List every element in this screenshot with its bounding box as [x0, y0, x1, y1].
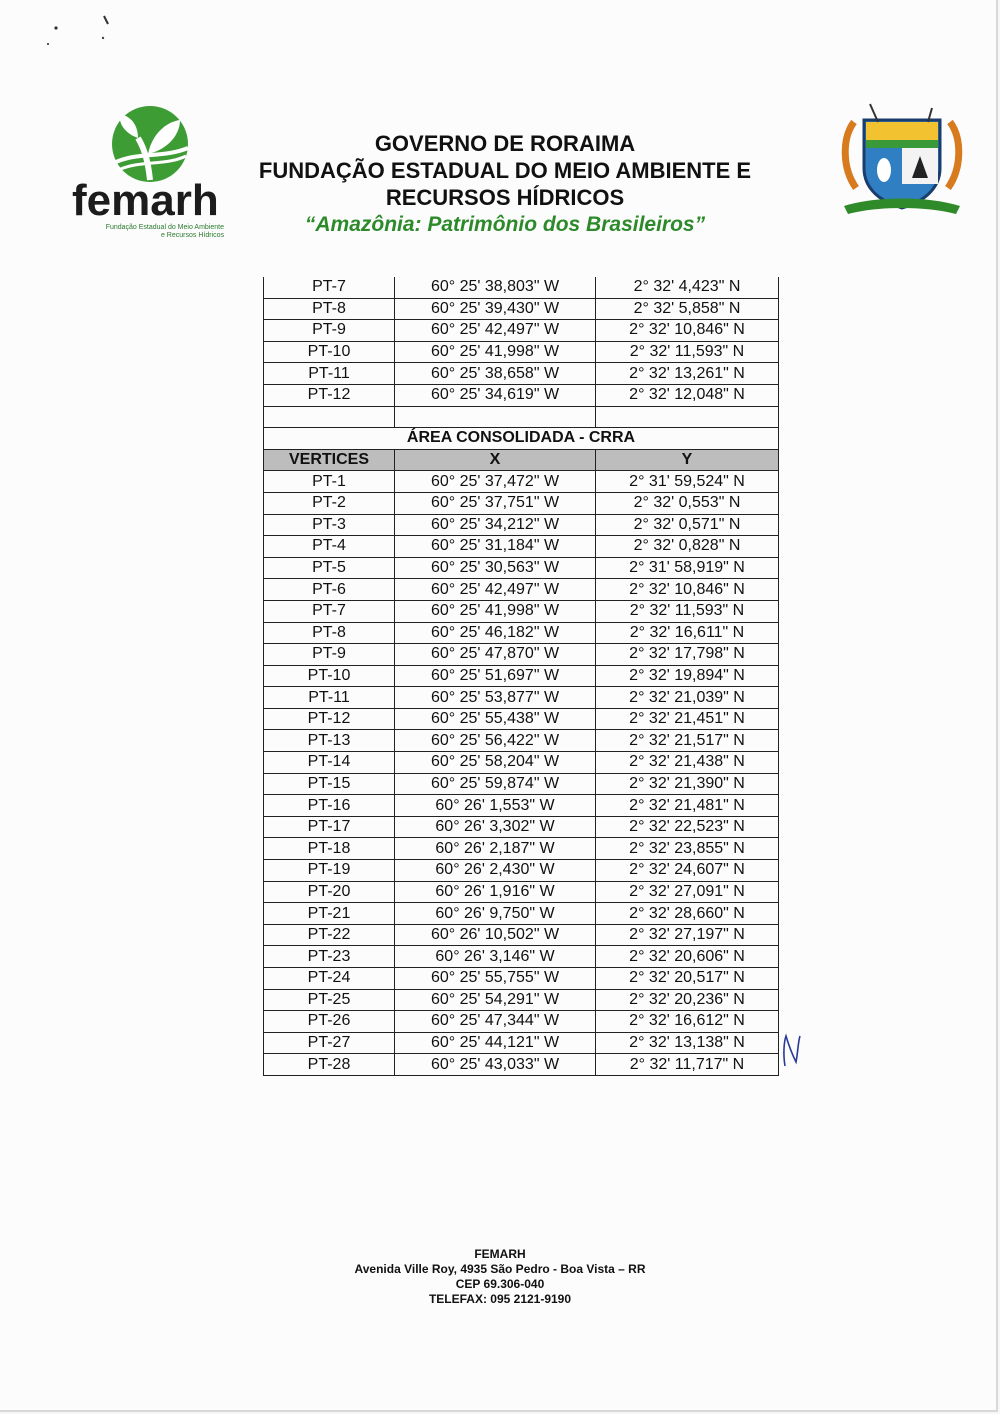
- vertex-cell: PT-3: [264, 514, 395, 536]
- vertex-cell: PT-21: [264, 903, 395, 925]
- table-header-row: [264, 449, 779, 471]
- section-title-row: [264, 428, 779, 450]
- table-row: [264, 1032, 779, 1054]
- vertex-cell: PT-24: [264, 968, 395, 990]
- x-coordinate-cell: 60° 25' 55,438" W: [395, 708, 596, 730]
- column-header-y: Y: [596, 449, 779, 471]
- x-coordinate-cell: 60° 26' 3,302" W: [395, 816, 596, 838]
- table-row: [264, 773, 779, 795]
- vertex-cell: PT-27: [264, 1032, 395, 1054]
- y-coordinate-cell: 2° 32' 21,039" N: [596, 687, 779, 709]
- vertex-cell: PT-7: [264, 600, 395, 622]
- table-row: [264, 363, 779, 385]
- table-row: [264, 816, 779, 838]
- y-coordinate-cell: 2° 32' 13,261" N: [596, 363, 779, 385]
- vertex-cell: PT-9: [264, 644, 395, 666]
- table-row: [264, 557, 779, 579]
- table-row: [264, 600, 779, 622]
- x-coordinate-cell: 60° 25' 34,619" W: [395, 384, 596, 406]
- logo-wordmark: femarh: [72, 176, 219, 225]
- vertex-cell: PT-12: [264, 384, 395, 406]
- y-coordinate-cell: 2° 32' 20,606" N: [596, 946, 779, 968]
- y-coordinate-cell: 2° 32' 21,517" N: [596, 730, 779, 752]
- x-coordinate-cell: 60° 26' 9,750" W: [395, 903, 596, 925]
- x-coordinate-cell: 60° 25' 55,755" W: [395, 968, 596, 990]
- table-row: [264, 298, 779, 320]
- vertex-cell: PT-7: [264, 277, 395, 298]
- vertex-cell: PT-22: [264, 924, 395, 946]
- x-coordinate-cell: 60° 25' 58,204" W: [395, 752, 596, 774]
- scan-specks: [40, 10, 120, 50]
- x-coordinate-cell: 60° 25' 54,291" W: [395, 989, 596, 1011]
- table-row: [264, 968, 779, 990]
- vertex-cell: PT-14: [264, 752, 395, 774]
- vertex-cell: PT-11: [264, 687, 395, 709]
- x-coordinate-cell: 60° 25' 43,033" W: [395, 1054, 596, 1076]
- footer-cep: CEP 69.306-040: [455, 1277, 545, 1291]
- x-coordinate-cell: 60° 25' 39,430" W: [395, 298, 596, 320]
- table-row: [264, 989, 779, 1011]
- coat-of-arms-icon: [836, 98, 968, 230]
- y-coordinate-cell: 2° 32' 27,197" N: [596, 924, 779, 946]
- y-coordinate-cell: 2° 32' 22,523" N: [596, 816, 779, 838]
- y-coordinate-cell: 2° 32' 24,607" N: [596, 860, 779, 882]
- table-row: [264, 730, 779, 752]
- table-row: [264, 687, 779, 709]
- y-coordinate-cell: 2° 32' 5,858" N: [596, 298, 779, 320]
- y-coordinate-cell: 2° 32' 0,828" N: [596, 536, 779, 558]
- vertex-cell: PT-16: [264, 795, 395, 817]
- x-coordinate-cell: 60° 26' 10,502" W: [395, 924, 596, 946]
- vertex-cell: PT-5: [264, 557, 395, 579]
- x-coordinate-cell: 60° 25' 51,697" W: [395, 665, 596, 687]
- table-row: [264, 752, 779, 774]
- vertex-cell: PT-28: [264, 1054, 395, 1076]
- table-row: [264, 860, 779, 882]
- vertex-cell: PT-4: [264, 536, 395, 558]
- table-row: [264, 341, 779, 363]
- y-coordinate-cell: 2° 32' 10,846" N: [596, 320, 779, 342]
- x-coordinate-cell: 60° 26' 1,553" W: [395, 795, 596, 817]
- vertex-cell: PT-10: [264, 341, 395, 363]
- x-coordinate-cell: 60° 25' 34,212" W: [395, 514, 596, 536]
- vertex-cell: PT-26: [264, 1011, 395, 1033]
- y-coordinate-cell: 2° 32' 11,717" N: [596, 1054, 779, 1076]
- vertex-cell: PT-2: [264, 492, 395, 514]
- y-coordinate-cell: 2° 31' 59,524" N: [596, 471, 779, 493]
- y-coordinate-cell: 2° 31' 58,919" N: [596, 557, 779, 579]
- footer-address: Avenida Ville Roy, 4935 São Pedro - Boa Vista – RR: [354, 1262, 646, 1276]
- vertex-cell: PT-9: [264, 320, 395, 342]
- section-title: ÁREA CONSOLIDADA - CRRA: [264, 428, 779, 450]
- table-row: [264, 1011, 779, 1033]
- vertex-cell: PT-23: [264, 946, 395, 968]
- y-coordinate-cell: 2° 32' 21,390" N: [596, 773, 779, 795]
- handwritten-initials-icon: [780, 1032, 804, 1070]
- logo-subtitle: Fundação Estadual do Meio Ambiente e Recursos Hídricos: [105, 224, 224, 239]
- y-coordinate-cell: 2° 32' 13,138" N: [596, 1032, 779, 1054]
- letterhead-title: [240, 130, 770, 238]
- x-coordinate-cell: 60° 25' 46,182" W: [395, 622, 596, 644]
- x-coordinate-cell: 60° 25' 38,803" W: [395, 277, 596, 298]
- x-coordinate-cell: 60° 25' 56,422" W: [395, 730, 596, 752]
- y-coordinate-cell: 2° 32' 11,593" N: [596, 600, 779, 622]
- y-coordinate-cell: 2° 32' 12,048" N: [596, 384, 779, 406]
- vertex-cell: PT-1: [264, 471, 395, 493]
- table-row: [264, 838, 779, 860]
- vertex-cell: PT-15: [264, 773, 395, 795]
- y-coordinate-cell: 2° 32' 19,894" N: [596, 665, 779, 687]
- x-coordinate-cell: 60° 25' 30,563" W: [395, 557, 596, 579]
- x-coordinate-cell: 60° 25' 42,497" W: [395, 579, 596, 601]
- vertex-cell: PT-11: [264, 363, 395, 385]
- y-coordinate-cell: 2° 32' 21,481" N: [596, 795, 779, 817]
- vertex-cell: PT-12: [264, 708, 395, 730]
- previous-table-rows: [264, 277, 779, 406]
- consolidated-area-rows: [264, 471, 779, 1076]
- y-coordinate-cell: 2° 32' 27,091" N: [596, 881, 779, 903]
- table-row: [264, 471, 779, 493]
- vertex-cell: PT-13: [264, 730, 395, 752]
- table-row: [264, 1054, 779, 1076]
- x-coordinate-cell: 60° 26' 3,146" W: [395, 946, 596, 968]
- footer-address-block: [300, 1247, 700, 1307]
- x-coordinate-cell: 60° 25' 38,658" W: [395, 363, 596, 385]
- table-row: [264, 536, 779, 558]
- table-row: [264, 924, 779, 946]
- y-coordinate-cell: 2° 32' 4,423" N: [596, 277, 779, 298]
- footer-org: FEMARH: [474, 1247, 526, 1261]
- x-coordinate-cell: 60° 25' 41,998" W: [395, 341, 596, 363]
- spacer-row: [264, 406, 779, 428]
- table-row: [264, 708, 779, 730]
- foundation-title-line2: RECURSOS HÍDRICOS: [385, 185, 625, 210]
- vertex-cell: PT-19: [264, 860, 395, 882]
- table-row: [264, 622, 779, 644]
- vertex-cell: PT-8: [264, 622, 395, 644]
- x-coordinate-cell: 60° 25' 37,472" W: [395, 471, 596, 493]
- vertex-cell: PT-17: [264, 816, 395, 838]
- vertex-cell: PT-20: [264, 881, 395, 903]
- x-coordinate-cell: 60° 25' 42,497" W: [395, 320, 596, 342]
- y-coordinate-cell: 2° 32' 11,593" N: [596, 341, 779, 363]
- y-coordinate-cell: 2° 32' 10,846" N: [596, 579, 779, 601]
- y-coordinate-cell: 2° 32' 0,553" N: [596, 492, 779, 514]
- table-row: [264, 579, 779, 601]
- y-coordinate-cell: 2° 32' 23,855" N: [596, 838, 779, 860]
- y-coordinate-cell: 2° 32' 0,571" N: [596, 514, 779, 536]
- x-coordinate-cell: 60° 25' 47,870" W: [395, 644, 596, 666]
- y-coordinate-cell: 2° 32' 21,451" N: [596, 708, 779, 730]
- table-row: [264, 795, 779, 817]
- x-coordinate-cell: 60° 26' 2,187" W: [395, 838, 596, 860]
- motto: “Amazônia: Patrimônio dos Brasileiros”: [304, 213, 706, 236]
- table-row: [264, 665, 779, 687]
- table-row: [264, 946, 779, 968]
- column-header-vertices: VERTICES: [264, 449, 395, 471]
- x-coordinate-cell: 60° 25' 37,751" W: [395, 492, 596, 514]
- vertex-cell: PT-10: [264, 665, 395, 687]
- footer-phone: TELEFAX: 095 2121-9190: [428, 1292, 572, 1306]
- column-header-x: X: [395, 449, 596, 471]
- x-coordinate-cell: 60° 25' 59,874" W: [395, 773, 596, 795]
- table-row: [264, 514, 779, 536]
- table-row: [264, 881, 779, 903]
- y-coordinate-cell: 2° 32' 17,798" N: [596, 644, 779, 666]
- y-coordinate-cell: 2° 32' 20,517" N: [596, 968, 779, 990]
- x-coordinate-cell: 60° 25' 47,344" W: [395, 1011, 596, 1033]
- x-coordinate-cell: 60° 25' 31,184" W: [395, 536, 596, 558]
- y-coordinate-cell: 2° 32' 20,236" N: [596, 989, 779, 1011]
- foundation-title-line1: FUNDAÇÃO ESTADUAL DO MEIO AMBIENTE E: [258, 158, 752, 183]
- table-row: [264, 644, 779, 666]
- table-row: [264, 320, 779, 342]
- government-title: GOVERNO DE RORAIMA: [374, 131, 636, 156]
- x-coordinate-cell: 60° 25' 53,877" W: [395, 687, 596, 709]
- vertex-cell: PT-8: [264, 298, 395, 320]
- table-row: [264, 277, 779, 298]
- x-coordinate-cell: 60° 26' 2,430" W: [395, 860, 596, 882]
- y-coordinate-cell: 2° 32' 16,611" N: [596, 622, 779, 644]
- table-row: [264, 384, 779, 406]
- x-coordinate-cell: 60° 25' 44,121" W: [395, 1032, 596, 1054]
- vertex-cell: PT-25: [264, 989, 395, 1011]
- coordinates-table: [263, 277, 779, 1076]
- y-coordinate-cell: 2° 32' 28,660" N: [596, 903, 779, 925]
- y-coordinate-cell: 2° 32' 16,612" N: [596, 1011, 779, 1033]
- table-row: [264, 903, 779, 925]
- x-coordinate-cell: 60° 25' 41,998" W: [395, 600, 596, 622]
- vertex-cell: PT-18: [264, 838, 395, 860]
- y-coordinate-cell: 2° 32' 21,438" N: [596, 752, 779, 774]
- x-coordinate-cell: 60° 26' 1,916" W: [395, 881, 596, 903]
- vertex-cell: PT-6: [264, 579, 395, 601]
- table-row: [264, 492, 779, 514]
